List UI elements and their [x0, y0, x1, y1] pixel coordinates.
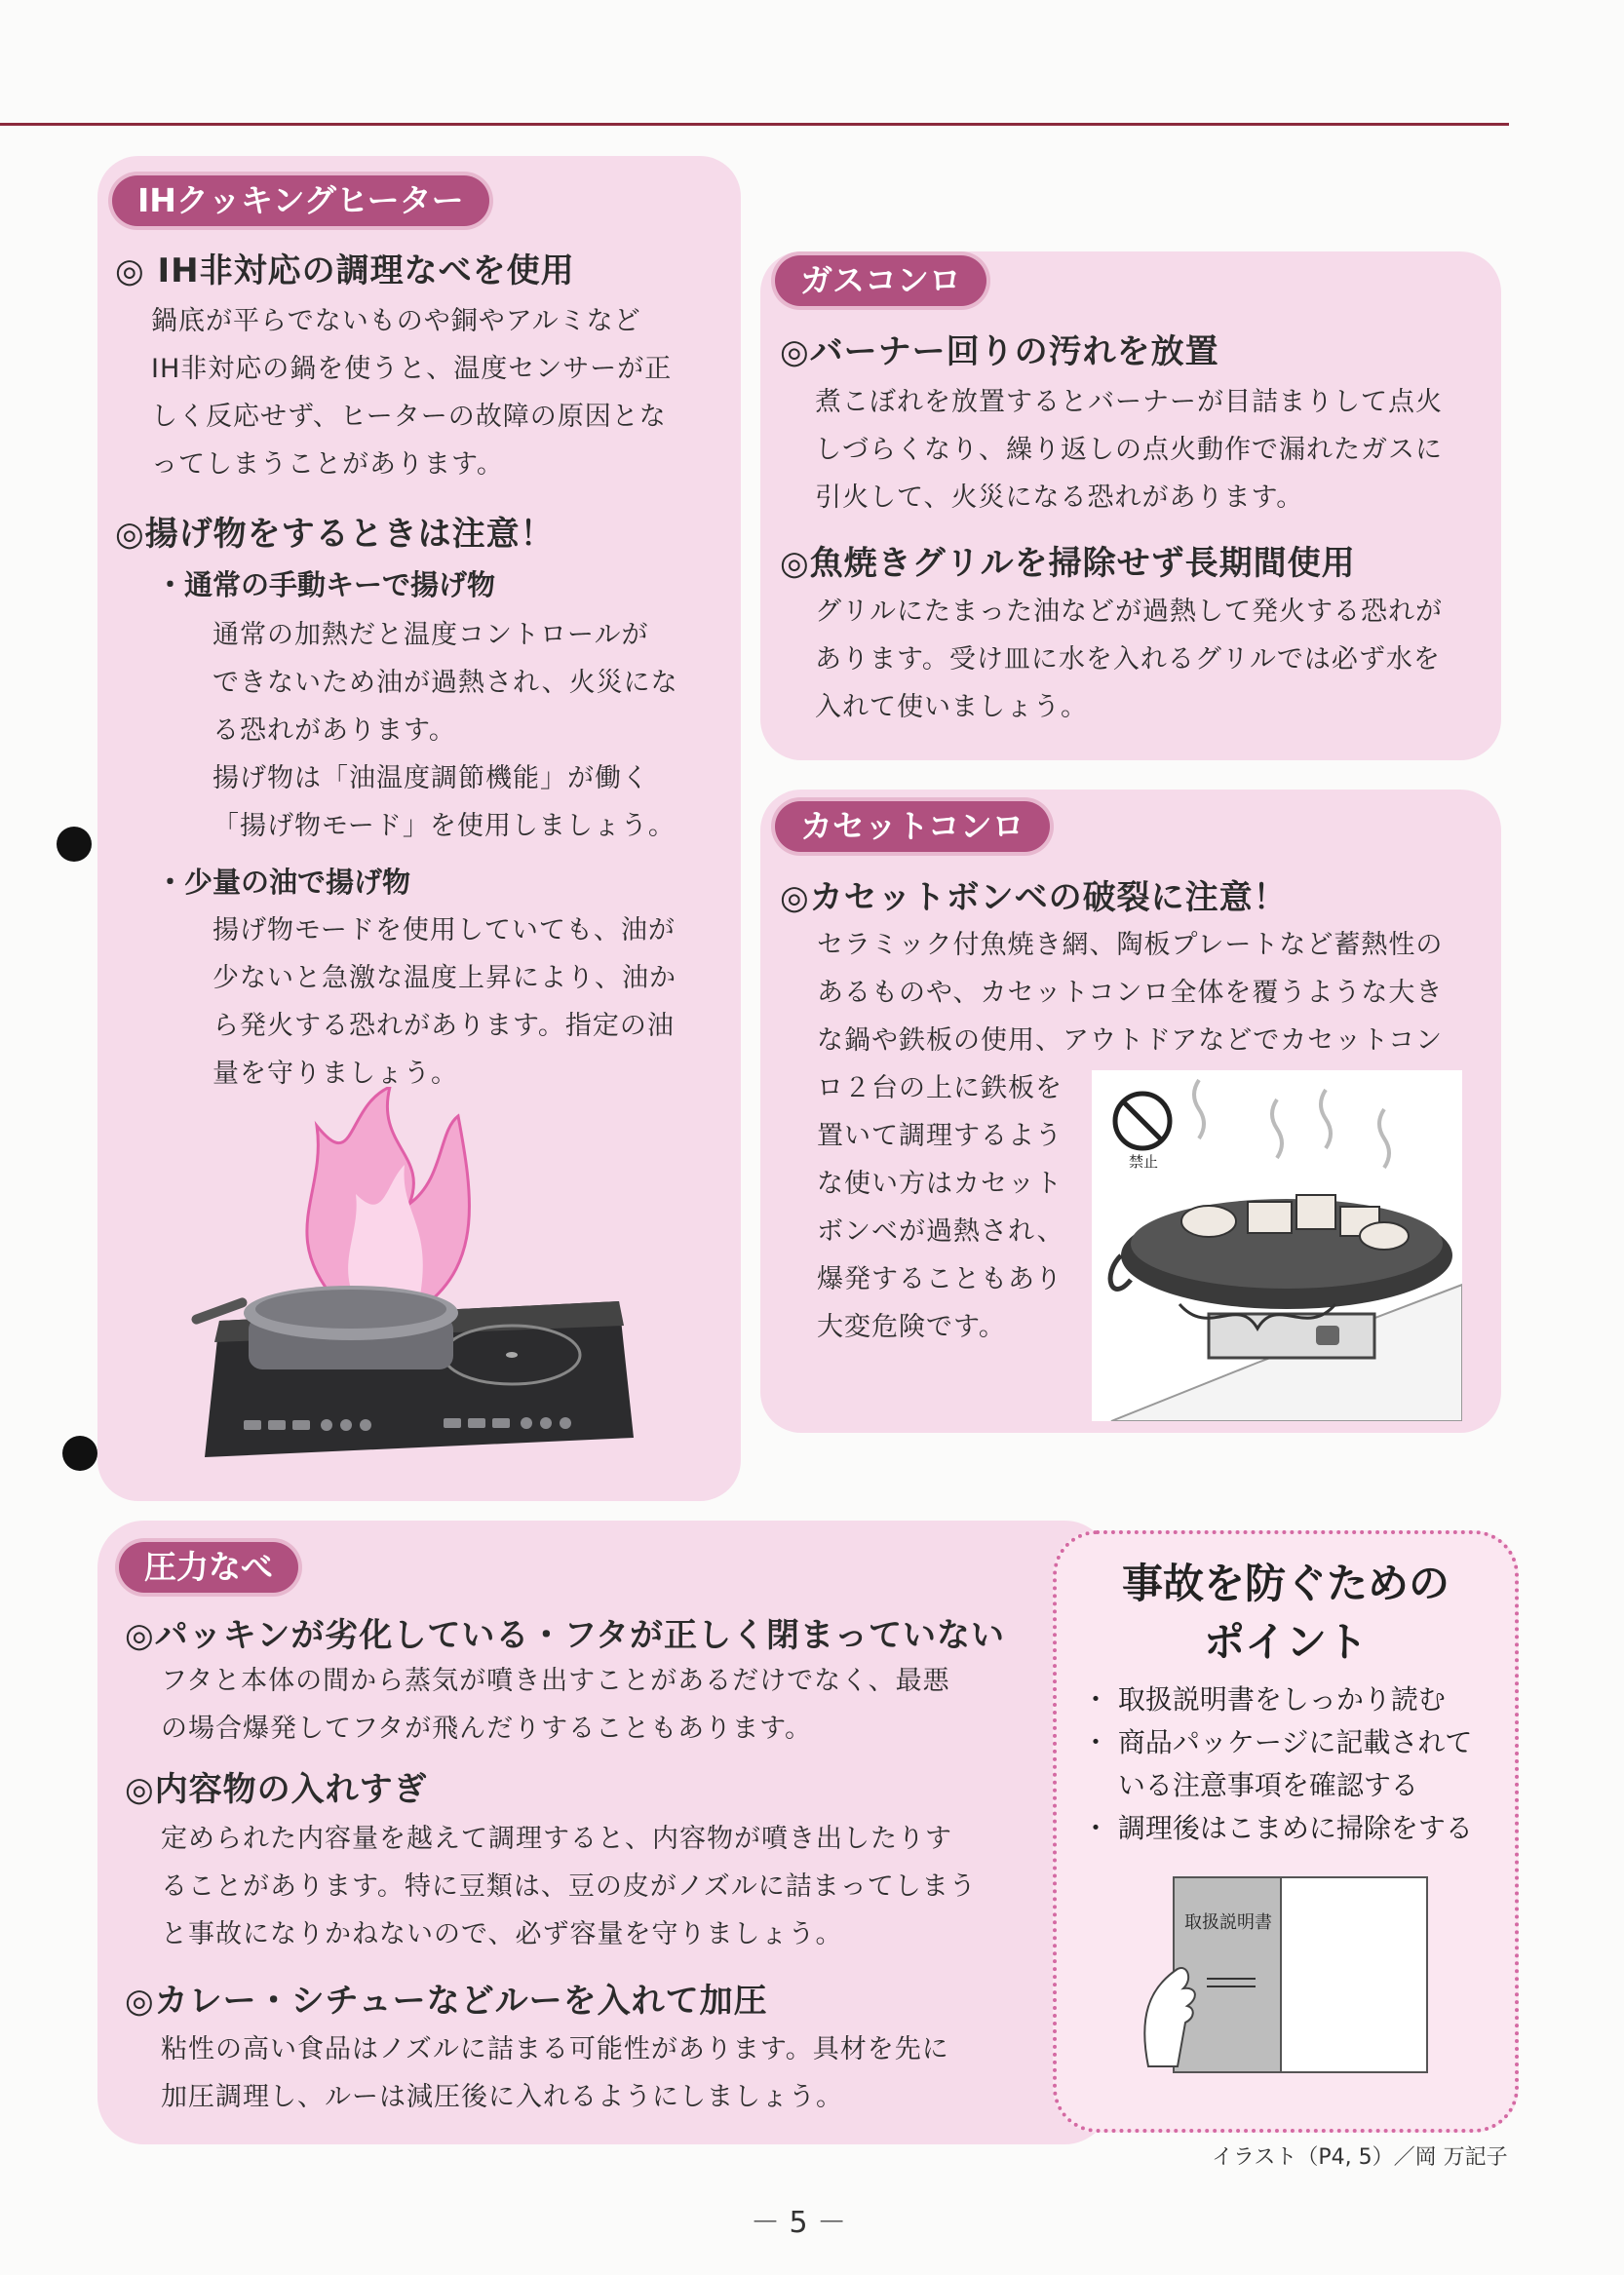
pressure-body-3: 粘性の高い食品はノズルに詰まる可能性があります。具材を先に 加圧調理し、ルーは減圧後に入れるようにしましょう。: [161, 2034, 949, 2112]
pressure-heading-1: ◎パッキンが劣化している・フタが正しく閉まっていない: [125, 1616, 1005, 1655]
page-number: － 5 －: [751, 2206, 847, 2240]
pressure-heading-3: ◎カレー・シチューなどルーを入れて加圧: [125, 1982, 768, 2021]
ih-body-2: 通常の加熱だと温度コントロールが できないため油が過熱され、火災にな る恐れがあります。 揚げ物は「油温度調節機能」が働く 「揚げ物モード」を使用しましょう。: [213, 620, 678, 841]
binder-hole: [57, 827, 92, 862]
gas-body-1: 煮こぼれを放置するとバーナーが目詰まりして点火 しづらくなり、繰り返しの点火動作で漏れたガスに 引火して、火災になる恐れがあります。: [815, 387, 1443, 513]
ih-title: IHクッキングヒーター: [112, 175, 489, 226]
ih-heading-1: ◎ IH非対応の調理なべを使用: [115, 251, 575, 290]
cassette-stove-illustration: [1092, 1070, 1462, 1421]
points-title: 事故を防ぐための ポイント: [1121, 1560, 1450, 1666]
pressure-title: 圧力なべ: [119, 1542, 298, 1593]
gas-body-2: グリルにたまった油などが過熱して発火する恐れが あります。受け皿に水を入れるグリルでは必ず水を 入れて使いましょう。: [815, 597, 1443, 722]
cassette-body-2: ロ２台の上に鉄板を 置いて調理するよう な使い方はカセット ボンベが過熱され、 爆発することもあり 大変危険です。: [817, 1073, 1064, 1342]
list-item: いる注意事項を確認する: [1082, 1769, 1418, 1801]
pressure-body-2: 定められた内容量を越えて調理すると、内容物が噴き出したりす ることがあります。特に豆類は、豆の皮がノズルに詰まってしまう と事故になりかねないので、必ず容量を守りましょう。: [161, 1824, 977, 1949]
ih-cooktop-fire-illustration: [190, 1087, 638, 1467]
illustration-credit: イラスト（P4, 5）／岡 万記子: [1212, 2145, 1508, 2170]
gas-heading-2: ◎魚焼きグリルを掃除せず長期間使用: [780, 544, 1356, 583]
pressure-heading-2: ◎内容物の入れすぎ: [125, 1770, 428, 1809]
points-list: [1082, 1678, 1501, 1850]
ih-body-1: 鍋底が平らでないものや銅やアルミなど IH非対応の鍋を使うと、温度センサーが正 しく反応せず、ヒーターの故障の原因とな ってしまうことがあります。: [151, 306, 673, 480]
cassette-title: カセットコンロ: [775, 801, 1050, 852]
cassette-heading-1: ◎カセットボンベの破裂に注意！: [780, 878, 1288, 917]
manual-book-label: 取扱説明書: [1184, 1912, 1272, 1933]
prohibit-label: 禁止: [1129, 1153, 1159, 1171]
cassette-body-1: セラミック付魚焼き網、陶板プレートなど蓄熱性の あるものや、カセットコンロ全体を覆うような大き な鍋や鉄板の使用、アウトドアなどでカセットコン: [817, 930, 1444, 1056]
gas-title: ガスコンロ: [775, 255, 986, 306]
header-rule: [0, 123, 1509, 126]
ih-sub-2: ・少量の油で揚げ物: [156, 866, 411, 899]
list-item: ・ 取扱説明書をしっかり読む: [1082, 1683, 1446, 1716]
manual-book-illustration: [1139, 1871, 1450, 2086]
gas-heading-1: ◎バーナー回りの汚れを放置: [780, 332, 1219, 371]
binder-hole: [62, 1436, 97, 1471]
ih-sub-1: ・通常の手動キーで揚げ物: [156, 568, 496, 601]
list-item: ・ 商品パッケージに記載されて: [1082, 1726, 1473, 1758]
ih-heading-2: ◎揚げ物をするときは注意！: [115, 515, 555, 554]
list-item: ・ 調理後はこまめに掃除をする: [1082, 1812, 1473, 1844]
pressure-body-1: フタと本体の間から蒸気が噴き出すことがあるだけでなく、最悪 の場合爆発してフタが飛んだりすることもあります。: [161, 1666, 950, 1744]
ih-body-3: 揚げ物モードを使用していても、油が 少ないと急激な温度上昇により、油か ら発火する恐れがあります。指定の油 量を守りましょう。: [213, 915, 677, 1089]
